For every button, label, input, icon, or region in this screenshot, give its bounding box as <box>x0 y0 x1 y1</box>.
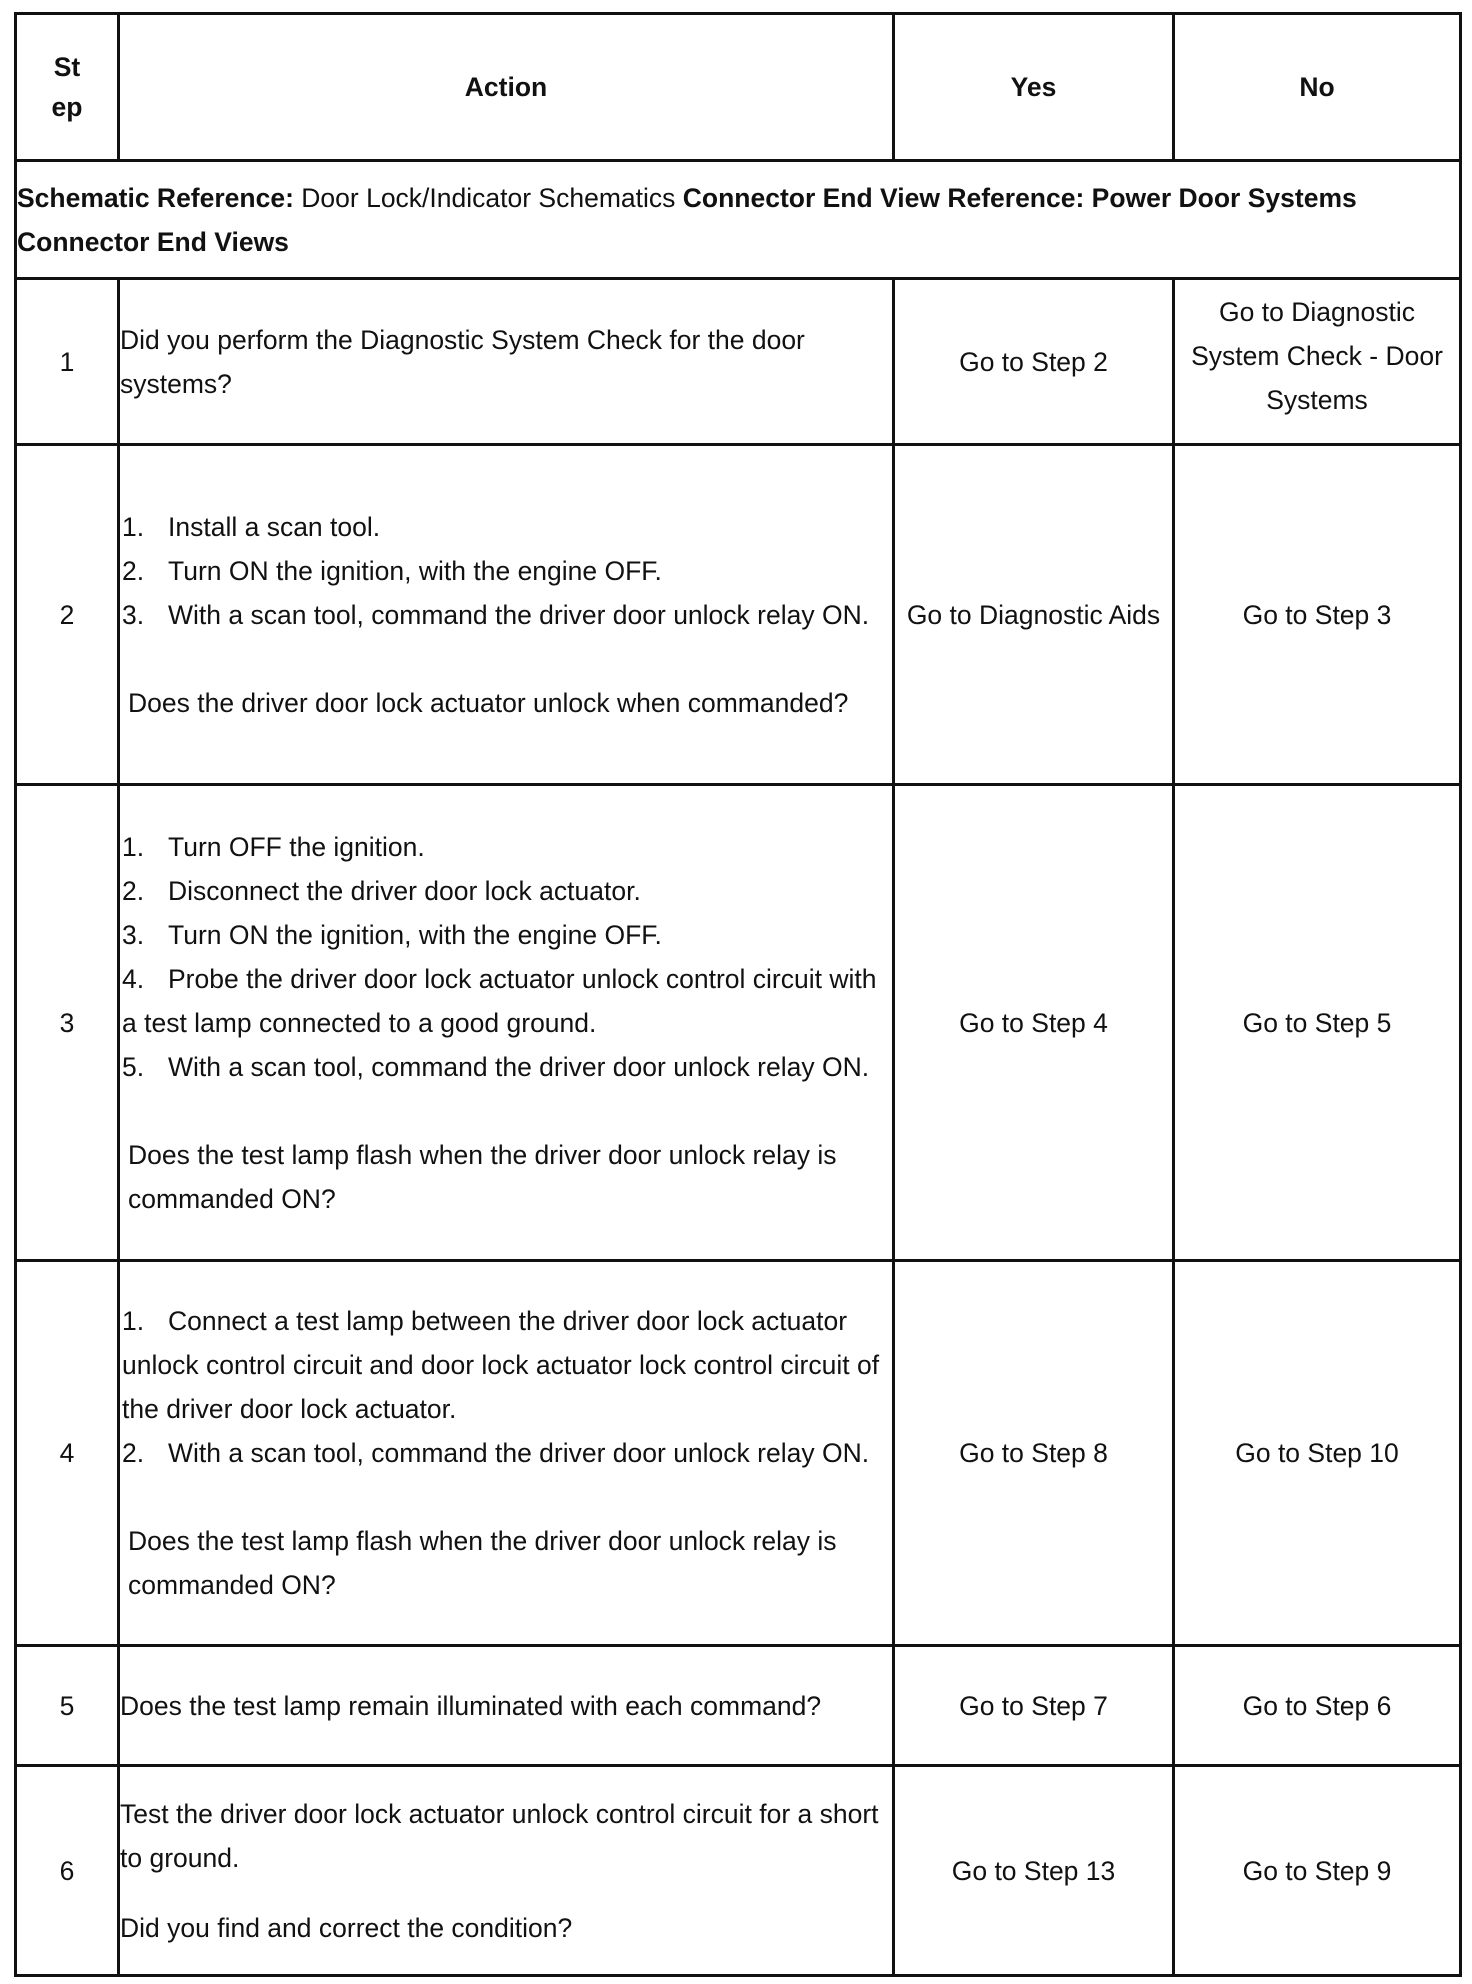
table-row <box>16 1646 1461 1766</box>
yes-result: Go to Step 2 <box>894 279 1174 445</box>
header-yes: Yes <box>894 14 1174 161</box>
list-item: 1. Connect a test lamp between the driver door lock actuator unlock control circuit and door lock actuator lock control circuit of the driver door lock actuator. <box>122 1306 880 1424</box>
action-list <box>120 505 892 637</box>
reference-cell <box>16 161 1461 279</box>
action-text: Did you perform the Diagnostic System Check for the door systems? <box>120 324 805 399</box>
no-result: Go to Step 9 <box>1174 1766 1461 1976</box>
action-question: Did you find and correct the condition? <box>120 1912 573 1943</box>
header-no: No <box>1174 14 1461 161</box>
list-item: 4. Probe the driver door lock actuator unlock control circuit with a test lamp connected to a good ground. <box>122 963 877 1038</box>
action-cell <box>119 1646 894 1766</box>
table-row <box>16 785 1461 1261</box>
list-item: 5. With a scan tool, command the driver door unlock relay ON. <box>122 1051 870 1082</box>
reference-row <box>16 161 1461 279</box>
yes-result: Go to Step 4 <box>894 785 1174 1261</box>
step-number: 5 <box>16 1646 119 1766</box>
action-cell <box>119 785 894 1261</box>
no-result: Go to Step 3 <box>1174 445 1461 785</box>
diagnostic-table <box>14 12 1462 1977</box>
list-item: 3. Turn ON the ignition, with the engine OFF. <box>122 919 662 950</box>
action-list <box>120 1299 892 1475</box>
no-result: Go to Step 10 <box>1174 1261 1461 1646</box>
header-step-line1: St <box>53 52 81 82</box>
list-item: 2. With a scan tool, command the driver door unlock relay ON. <box>122 1438 870 1468</box>
list-item: 3. With a scan tool, command the driver door unlock relay ON. <box>122 599 870 630</box>
yes-result: Go to Step 8 <box>894 1261 1174 1646</box>
table-row <box>16 279 1461 445</box>
connector-reference-label: Connector End View Reference: Power Door Systems Connector End Views <box>17 182 1357 257</box>
list-item: 2. Turn ON the ignition, with the engine OFF. <box>122 555 662 586</box>
action-cell <box>119 1261 894 1646</box>
table-row <box>16 1261 1461 1646</box>
action-cell <box>119 1766 894 1976</box>
list-item: 2. Disconnect the driver door lock actuator. <box>122 875 641 906</box>
step-number: 1 <box>16 279 119 445</box>
list-item: 1. Install a scan tool. <box>122 511 381 542</box>
no-result: Go to Diagnostic System Check - Door Systems <box>1174 279 1461 445</box>
yes-result: Go to Step 7 <box>894 1646 1174 1766</box>
no-result: Go to Step 5 <box>1174 785 1461 1261</box>
table-row <box>16 1766 1461 1976</box>
no-result: Go to Step 6 <box>1174 1646 1461 1766</box>
schematic-reference-value: Door Lock/Indicator Schematics <box>301 182 676 213</box>
step-number: 4 <box>16 1261 119 1646</box>
header-step-line2: ep <box>51 92 83 122</box>
action-cell <box>119 445 894 785</box>
action-text: Test the driver door lock actuator unlock control circuit for a short to ground. <box>120 1798 879 1873</box>
yes-result: Go to Diagnostic Aids <box>894 445 1174 785</box>
action-list <box>120 825 892 1089</box>
action-question: Does the driver door lock actuator unlock when commanded? <box>128 687 849 718</box>
list-item: 1. Turn OFF the ignition. <box>122 831 425 862</box>
step-number: 3 <box>16 785 119 1261</box>
action-question: Does the test lamp flash when the driver door unlock relay is commanded ON? <box>128 1139 837 1214</box>
table-header-row <box>16 14 1461 161</box>
action-cell <box>119 279 894 445</box>
step-number: 6 <box>16 1766 119 1976</box>
action-question: Does the test lamp flash when the driver door unlock relay is commanded ON? <box>128 1526 837 1600</box>
action-text: Does the test lamp remain illuminated with each command? <box>120 1690 822 1721</box>
schematic-reference-label: Schematic Reference: <box>17 182 294 213</box>
table-row <box>16 445 1461 785</box>
step-number: 2 <box>16 445 119 785</box>
yes-result: Go to Step 13 <box>894 1766 1174 1976</box>
header-step <box>16 14 119 161</box>
header-action: Action <box>119 14 894 161</box>
